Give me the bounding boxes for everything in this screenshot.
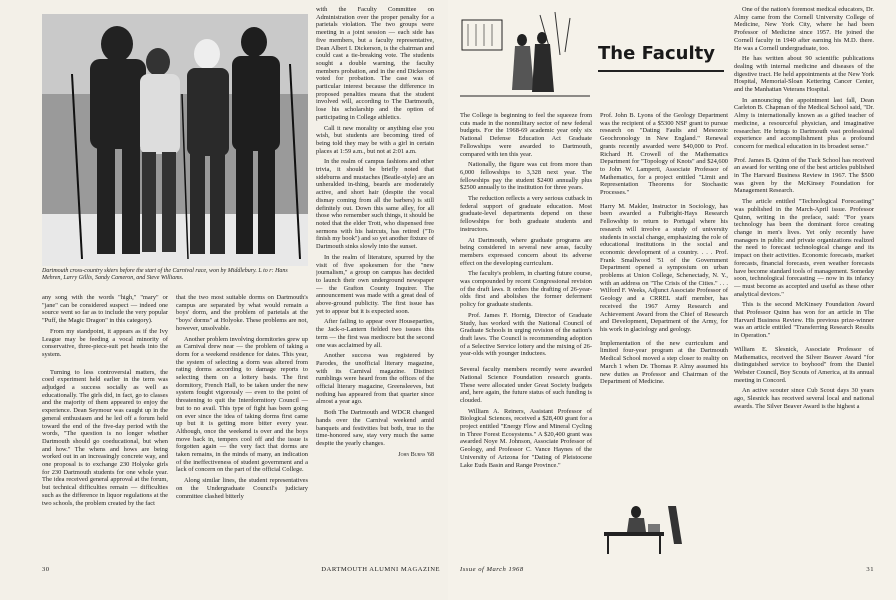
paragraph: From my standpoint, it appears as if the Ivy League may be feeding a vocal minority of conservative, three-piece-suit pet heads into the system. (42, 327, 168, 358)
paragraph: This is the second McKinsey Foundation Award that Professor Quinn has won for an article in The Harvard Business Review. His previous prize-winner was an article entitled "Transferring Research Results in Operation." (734, 301, 874, 340)
right-page (448, 0, 896, 600)
section-headline: The Faculty (598, 43, 715, 64)
paragraph: The College is beginning to feel the squeeze from cuts made in the nonmilitary sector of new federal budgets. For the 1968-69 academic year only six National Defense Education Act Graduate Fellowships were awarded to Dartmouth, compared with ten this year. (460, 112, 592, 158)
right-column-1 (460, 112, 592, 560)
paragraph: Harry M. Makler, Instructor in Sociology, has been awarded a Fulbright-Hays Research Fellowship to return to Portugal where his research will involve a study of university students in social change, emphasizing the role of educational institutions in the social and economic development of a country. . . . Prof. Frank Smallwood '51 of the Government Department opened a symposium on urban problems at Union College, Schenectady, N. Y., with an address on "The Crisis of the Cities." . . . Wilford F. Weeks, Adjunct Associate Professor of Geology and a CRREL staff member, has received the 1967 Army Research and Achievement Award from the Chief of Research and Development, Department of the Army, for his work in glaciology and geology. (600, 202, 728, 333)
scholar-at-desk-illustration (596, 496, 692, 556)
paragraph: with the Faculty Committee on Administration over the proper penalty for a parietals violation. The two groups were meeting in a joint session — each side has five members, but a faculty representative, Dean Albert I. Dickerson, is the chairman and could cast a tie-breaking vote. The students sought a double warning, the faculty members probation, and in the end Dickerson voted for probation. The case was of particular interest because the difference in proposed penalties means that the student involved will, according to The Dartmouth, lose his scholarship and the option of participating in College athletics. (316, 6, 434, 121)
paragraph: Turning to less controversial matters, the coed experiment held earlier in the term was adjudged a success socially as well as educationally. The girls did, in fact, go to classes and the majority of them appeared to enjoy the experience. Dean Seymour was caught up in the general enthusiasm and he led off a forum held toward the end of the five-day period with the words, "The question is no longer whether Dartmouth should go coeducational, but when and how." The whens and hows are being worked out in an increasingly concrete way, and one proposal is to exchange 230 Holyoke girls for 230 Dartmouth students for one whole year. The idea received general approval at the forum, but technical difficulties remain — difficulties such as the difference in liquor regulations at the two schools, the problem created by the fact (42, 368, 168, 507)
paragraph: The article entitled "Technological Forecasting" was published in the March-April issue. Professor Quinn, writing in the preface, said: "For years technology has been the dominant force creating change in men's lives. Yet only recently have managers in public and private organizations realized the need to forecast technological change and its impact on their activities. Economic forecasts, market forecasts, financial forecasts, even weather forecasts have become standard tools of management. Someday soon, technological forecasting — now in its infancy — must become as accepted and useful as these other analytical devices." (734, 198, 874, 298)
professors-walking-illustration (460, 10, 590, 105)
page-number-right: 31 (866, 566, 874, 573)
issue-date: Issue of March 1968 (460, 566, 524, 573)
paragraph: Both The Dartmouth and WDCR changed hands over the Carnival weekend amid banquets and festivities but both, true to the time-honored saw, stay very much the same despite the yearly changes. (316, 409, 434, 447)
photo-caption: Dartmouth cross-country skiers before the start of the Carnival race, won by Middlebury. L to r: Hans Mehren, Larry Gillis, Sandy Cameron, and Steve Williams. (42, 268, 288, 281)
author-signature: John Burns '68 (398, 451, 434, 458)
paragraph: that the two most suitable dorms on Dartmouth's campus are separated by what would remain a boys' dorm, and the problem of parietals at the "boys' dorms" at Holyoke. These problems are not, however, unsolvable. (176, 294, 308, 332)
paragraph: Another success was registered by Parodes, the unofficial literary magazine, with its Carnival magazine. Distinct rumblings were heard from the offices of the official literary magazine, Greensleeves, but nothing has appeared from that quarter since almost a year ago. (316, 352, 434, 406)
paragraph: Call it new morality or anything else you wish, but students are becoming tired of being told they may be with a girl in certain places at 1:59 a.m., but not at 2:01 a.m. (316, 124, 434, 155)
paragraph: In the realm of campus fashions and other trivia, it should be briefly noted that sideburns and mustaches (Beatle-style) are an unheralded in-thing, beards are moderately active, and short hair (despite the vocal dismay coming from all the barbers) is still definitely out. Down this same alley, for all those who remember such things, it should be noted that the elder Trott, who dispensed free sermons with his haircuts, has retired ("To finish my book") and so yet another fixture of Dartmouth sinks slowly into the sunset. (316, 158, 434, 251)
paragraph: At Dartmouth, where graduate programs are being considered in several new areas, faculty members expressed concern about its adverse effect on the developing curriculum. (460, 236, 592, 267)
paragraph: Another problem involving dormitories grew up as Carnival drew near — the problem of taking a dorm for a weekend residence for dates. This year, the system of selecting a dorm was altered from rating dorms according to damage reports to selecting them on a lottery basis. The first dormitory, French Hall, to be taken under the new system fought vigorously — even to the point of threatening to quit the Interdormitory Council — but to no avail. This type of fight has been going on ever since the idea of taking dorms first came up but it is getting more bitter every year. Although, once the weekend is over and the boys move back in, tempers cool off and the issue is forgotten again — the very fact that dorms are taken remains, in the minds of many, an indication of the ineffectiveness of student government and a lack of concern on the part of the official College. (176, 335, 308, 474)
left-column-3 (316, 6, 434, 562)
right-column-2 (600, 112, 728, 494)
right-column-3 (734, 6, 874, 562)
paragraph: Implementation of the new curriculum and limited four-year program at the Dartmouth Medical School moved a step closer to reality on March 1 when Dr. Thomas P. Almy assumed his new duties as Professor and Chairman of the Department of Medicine. (600, 339, 728, 386)
paragraph: William E. Slesnick, Associate Professor of Mathematics, received the Silver Beaver Award "for distinguished service to boyhood" from the Daniel Webster Council, Boy Scouts of America, at its annual meeting in Concord. (734, 345, 874, 384)
left-column-2 (176, 294, 308, 562)
paragraph: William A. Reiners, Assistant Professor of Biological Sciences, received a $28,400 grant for a project entitled "Energy Flow and Mineral Cycling in Three Forest Ecosystems." A $20,400 grant was awarded Noye M. Johnson, Associate Professor of Geology, and Professor C. Vance Haynes of the University of Arizona for "Dating of Pleistocene Lake Euds Basin and Range Province." (460, 407, 592, 469)
paragraph: In announcing the appointment last fall, Dean Carleton B. Chapman of the Medical School said, "Dr. Almy is internationally known as a gifted teacher of medicine, a resourceful physician, and imaginative researcher. He brings to Dartmouth vast professional experience and accomplishment plus a profound concern for medical education in its broadest sense." (734, 96, 874, 150)
magazine-title: DARTMOUTH ALUMNI MAGAZINE (321, 566, 440, 573)
paragraph: Nationally, the figure was cut from more than 6,000 fellowships to 3,328 next year. The fellowships pay the student $2400 annually plus $2500 annually to the institution for three years. (460, 161, 592, 192)
paragraph: The reduction reflects a very serious cutback in federal support of graduate education. Most graduate-level departments depend on these fellowships for both graduate students and instructors. (460, 195, 592, 233)
paragraph: Prof. James F. Hornig, Director of Graduate Study, has worked with the National Council of Graduate Schools in urging revision of the nation's draft laws. The Council is recommending adoption of a Selective Service lottery and the mixing of 26-year-olds with younger inductees. (460, 311, 592, 358)
paragraph: Prof. James B. Quinn of the Tuck School has received an award for writing one of the best articles published in The Harvard Business Review in 1967. The $500 was given by the McKinsey Foundation for Management Research. (734, 156, 874, 195)
paragraph: An active scouter since Cub Scout days 30 years ago, Slesnick has received several local and national awards. The Silver Beaver Award is the highest a (734, 387, 874, 410)
paragraph: After failing to appear over Houseparties, the Jack-o-Lantern fielded two issues this term — the first was mediocre but the second one was acclaimed by all. (316, 318, 434, 349)
paragraph: In the realm of literature, spurred by the visit of five spokesmen for the "new journalism," a group on campus has decided to launch their own underground newspaper — the Grafton County Inquirer. The announcement was made with a great deal of above-ground publicity. The first issue has yet to appear but it is expected soon. (316, 253, 434, 315)
paragraph: One of the nation's foremost medical educators, Dr. Almy came from the Cornell University College of Medicine, New York City, where he had been Professor of Medicine since 1957. He joined the Cornell faculty in 1940 after earning his M.D. there. He was a Cornell undergraduate, too. (734, 6, 874, 52)
paragraph: any song with the words "high," "mary" or "jane" can be considered suspect — indeed one source went so far as to include the very popular "Puff, the Magic Dragon" in this category). (42, 294, 168, 325)
paragraph: Prof. John B. Lyons of the Geology Department was the recipient of a $5300 NSF grant to pursue research on "Dating Faults and Mesozoic Geochronology in New England." Renewal grants recently awarded were $40,000 to Prof. Richard H. Crowell of the Mathematics Department for "Topology of Knots" and $24,600 to John W. Lamperti, Associate Professor of Mathematics, for a project entitled "Limit and Representation Theorems for Stochastic Processes." (600, 112, 728, 197)
skiers-photo (42, 14, 308, 266)
paragraph: Several faculty members recently were awarded National Science Foundation research grants. These were allocated under Great Society budgets and, here again, the future status of such funding is clouded. (460, 366, 592, 404)
paragraph: Along similar lines, the student representatives on the Undergraduate Council's judiciary committee clashed bitterly (176, 477, 308, 500)
left-column-1 (42, 294, 168, 562)
paragraph: The faculty's problem, in charting future course, was compounded by recent Congressional revision of the draft laws. It orders the drafting of 26-year-olds first and abolishes the former deferment policy for graduate students. (460, 270, 592, 309)
paragraph: He has written about 90 scientific publications dealing with internal medicine and diseases of the digestive tract. He held appointments at the New York Hospital, Memorial-Sloan Kettering Cancer Center, and the Manhattan Veterans Hospital. (734, 55, 874, 94)
headline-rule (598, 70, 724, 72)
page-number-left: 30 (42, 566, 50, 573)
